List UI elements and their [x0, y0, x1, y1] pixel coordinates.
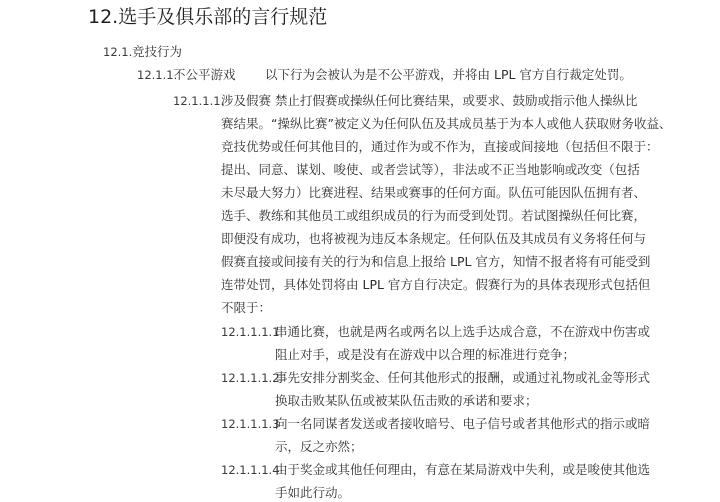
subclause-line: 赛结果。“操纵比赛”被定义为任何队伍及其成员基于为本人或他人获取财务收益、: [221, 116, 672, 131]
subclause-line: 提出、同意、谋划、唆使、或者尝试等），非法或不正当地影响或改变（包括: [221, 162, 640, 177]
subclause-line: 未尽最大努力）比赛进程、结果或赛事的任何方面。队伍可能因队伍拥有者、: [221, 185, 647, 200]
subclause-line: 涉及假赛 禁止打假赛或操纵任何比赛结果，或要求、鼓励或指示他人操纵比: [221, 93, 638, 108]
item-number: 12.1.1.1.2: [221, 371, 280, 385]
section-heading: 12.选手及俱乐部的言行规范: [88, 6, 328, 28]
subclause-line: 连带处罚，具体处罚将由 LPL 官方自行决定。假赛行为的具体表现形式包括但: [221, 277, 651, 292]
item-number: 12.1.1.1.4: [221, 463, 280, 477]
item-line: 串通比赛，也就是两名或两名以上选手达成合意，不在游戏中伤害或: [275, 324, 651, 339]
item-line: 事先安排分割奖金、任何其他形式的报酬，或通过礼物或礼金等形式: [275, 370, 651, 385]
item-number: 12.1.1.1.3: [221, 417, 280, 431]
clause-number: 12.1.1.: [137, 68, 178, 82]
sub-number: 12.1.: [103, 45, 133, 59]
item-line: 阻止对手，或是没有在游戏中以合理的标准进行竞争；: [275, 347, 576, 362]
subclause-line: 选手、教练和其他员工或组织成员的行为而受到处罚。若试图操纵任何比赛，: [221, 208, 647, 223]
subclause-line: 竞技优势或任何其他目的，通过作为或不作为，直接或间接地（包括但不限于：: [221, 139, 659, 154]
clause-term: 不公平游戏: [173, 67, 236, 82]
sub-title: 竞技行为: [132, 44, 183, 59]
subclause-line: 假赛直接或间接有关的行为和信息上报给 LPL 官方，知情不报者将有可能受到: [221, 254, 651, 269]
item-line: 手如此行动。: [275, 485, 351, 500]
item-number: 12.1.1.1.1: [221, 325, 280, 339]
item-line: 向一名同谋者发送或者接收暗号、电子信号或者其他形式的指示或暗: [275, 416, 651, 431]
subclause-number: 12.1.1.1.: [173, 94, 225, 108]
subclause-line: 即便没有成功，也将被视为违反本条规定。任何队伍及其成员有义务将任何与: [221, 231, 647, 246]
item-line: 示，反之亦然；: [275, 439, 363, 454]
item-line: 由于奖金或其他任何理由，有意在某局游戏中失利，或是唆使其他选: [275, 462, 651, 477]
clause-text: 以下行为会被认为是不公平游戏，并将由 LPL 官方自行裁定处罚。: [265, 67, 632, 82]
subclause-line: 不限于：: [221, 300, 272, 315]
item-line: 换取击败某队伍或被某队伍击败的承诺和要求；: [275, 393, 538, 408]
